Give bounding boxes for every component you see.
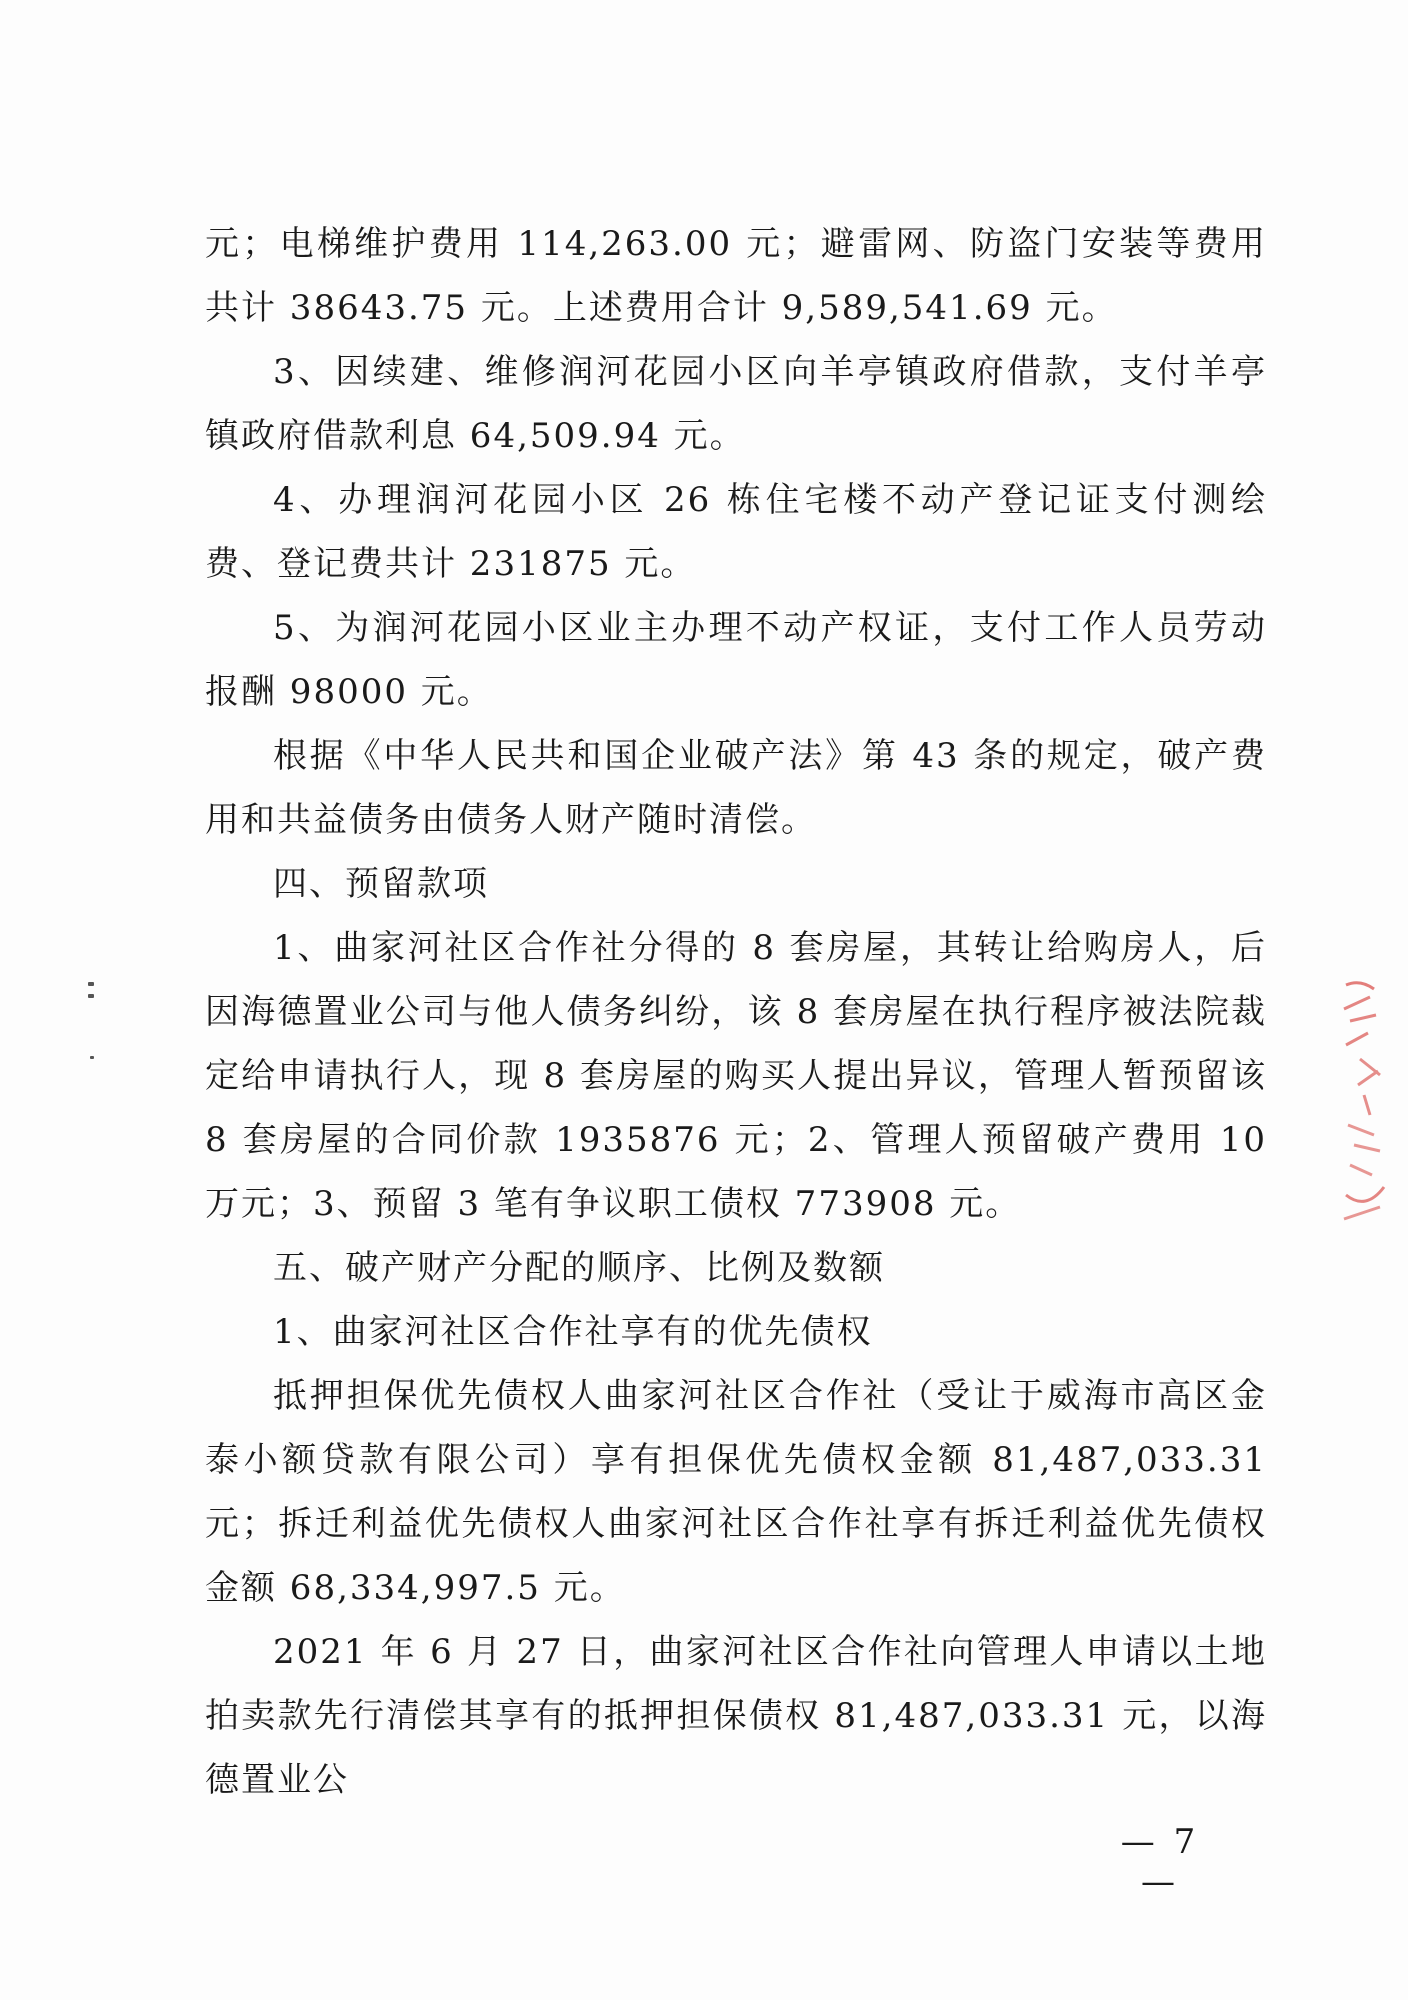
paragraph-item-4: 4、办理润河花园小区 26 栋住宅楼不动产登记证支付测绘费、登记费共计 231875 元。 xyxy=(205,480,1267,584)
binding-mark xyxy=(88,994,94,998)
section-heading-reserved-funds: 四、预留款项 xyxy=(273,864,489,904)
seal-stamp-fragment xyxy=(1340,975,1388,1235)
paragraph-item-3: 3、因续建、维修润河花园小区向羊亭镇政府借款，支付羊亭镇政府借款利息 64,509.94 元。 xyxy=(205,352,1267,456)
section-heading-distribution: 五、破产财产分配的顺序、比例及数额 xyxy=(273,1248,885,1288)
paragraph-repayment-application: 2021 年 6 月 27 日，曲家河社区合作社向管理人申请以土地拍卖款先行清偿其享有的抵押担保债权 81,487,033.31 元，以海德置业公 xyxy=(205,1632,1267,1800)
page-number: — 7 — xyxy=(1120,1822,1200,1902)
paragraph-legal-basis: 根据《中华人民共和国企业破产法》第 43 条的规定，破产费用和共益债务由债务人财产随时清偿。 xyxy=(205,736,1267,840)
binding-mark xyxy=(88,982,94,986)
paragraph-reserved-funds: 1、曲家河社区合作社分得的 8 套房屋，其转让给购房人，后因海德置业公司与他人债务纠纷，该 8 套房屋在执行程序被法院裁定给申请执行人，现 8 套房屋的购买人提出异议，管理人暂预留该 8 套房屋的合同价款 1935876 元；2、管理人预留破产费用 10 万元；3、预留 3 笔有争议职工债权 773908 元。 xyxy=(205,928,1267,1224)
subheading-priority-claims: 1、曲家河社区合作社享有的优先债权 xyxy=(273,1312,873,1352)
paragraph-priority-claims: 抵押担保优先债权人曲家河社区合作社（受让于威海市高区金泰小额贷款有限公司）享有担保优先债权金额 81,487,033.31 元；拆迁利益优先债权人曲家河社区合作社享有拆迁利益优先债权金额 68,334,997.5 元。 xyxy=(205,1376,1267,1608)
paragraph-expenses-continued: 元；电梯维护费用 114,263.00 元；避雷网、防盗门安装等费用共计 38643.75 元。上述费用合计 9,589,541.69 元。 xyxy=(205,224,1267,328)
paragraph-item-5: 5、为润河花园小区业主办理不动产权证，支付工作人员劳动报酬 98000 元。 xyxy=(205,608,1267,712)
binding-mark xyxy=(90,1056,94,1059)
document-body xyxy=(205,212,1267,1812)
